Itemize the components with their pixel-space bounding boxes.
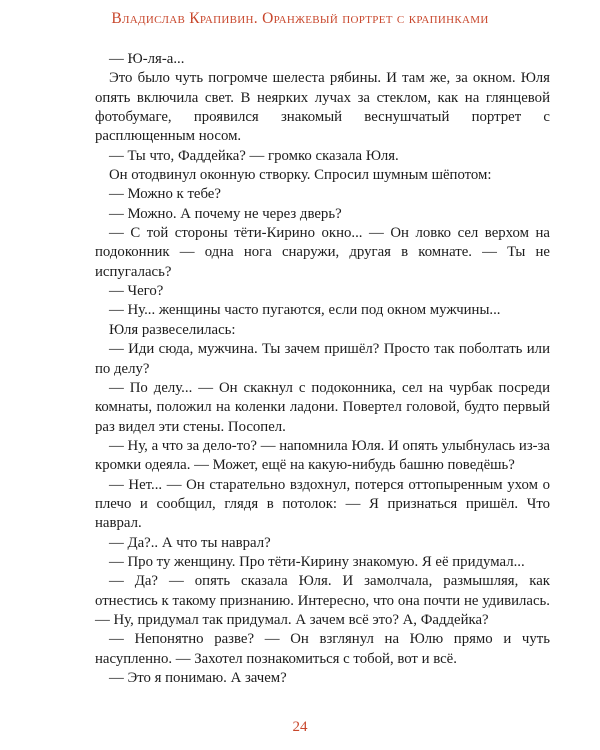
paragraph: — Ну, а что за дело-то? — напомнила Юля. И опять улыбнулась из-за кромки одеяла. — Может, ещё на какую-нибудь башню поведёшь? (95, 437, 550, 474)
paragraph: — Иди сюда, мужчина. Ты зачем пришёл? Просто так поболтать или по делу? (95, 341, 550, 377)
paragraph: — Нет... — Он старательно вздохнул, потерся оттопыренным ухом о плечо и сообщил, глядя в потолок: — Я признаться пришёл. Что наврал. (95, 476, 550, 532)
paragraph: — Непонятно разве? — Он взглянул на Юлю прямо и чуть насупленно. — Захотел познакомиться с тобой, вот и всё. (95, 631, 550, 667)
paragraph: Юля развеселилась: (109, 321, 236, 338)
paragraph: — Можно. А почему не через дверь? (109, 205, 342, 222)
paragraph: — Чего? (109, 283, 164, 300)
paragraph: — Про ту женщину. Про тёти-Кирину знакомую. Я её придумал... (109, 553, 525, 570)
paragraph: — Ну... женщины часто пугаются, если под окном мужчины... (109, 302, 501, 319)
paragraph: Он отодвинул оконную створку. Спросил шумным шёпотом: (109, 167, 492, 184)
paragraph: — Это я понимаю. А зачем? (109, 670, 287, 686)
paragraph: — Можно к тебе? (109, 186, 221, 203)
page-number: 24 (292, 719, 308, 735)
body-text (95, 50, 550, 688)
paragraph: — С той стороны тёти-Кирино окно... — Он ловко сел верхом на подоконник — одна нога снаружи, другая в комнате. — Ты не испугалась? (95, 225, 550, 280)
paragraph: — Да?.. А что ты наврал? (109, 534, 271, 551)
running-header: Владислав Крапивин. Оранжевый портрет с крапинками (111, 10, 489, 27)
paragraph: — По делу... — Он скакнул с подоконника, сел на чурбак посреди комнаты, положил на коленки ладони. Повертел головой, будто первый раз видел эти стены. Посопел. (95, 379, 550, 435)
paragraph: — Да? — опять сказала Юля. И замолчала, размышляя, как отнестись к такому признанию. Интересно, что она почти не удивилась. — Ну, придумал так придумал. А зачем всё это? А, Фаддейка? (95, 573, 550, 628)
paragraph: — Ты что, Фаддейка? — громко сказала Юля. (109, 147, 399, 164)
paragraph: — Ю-ля-а... (109, 51, 185, 67)
paragraph: Это было чуть погромче шелеста рябины. И там же, за окном. Юля опять включила свет. В неярких лучах за стеклом, как на глянцевой фотобумаге, проявился знакомый веснушчатый портрет с расплющенным носом. (95, 70, 550, 145)
